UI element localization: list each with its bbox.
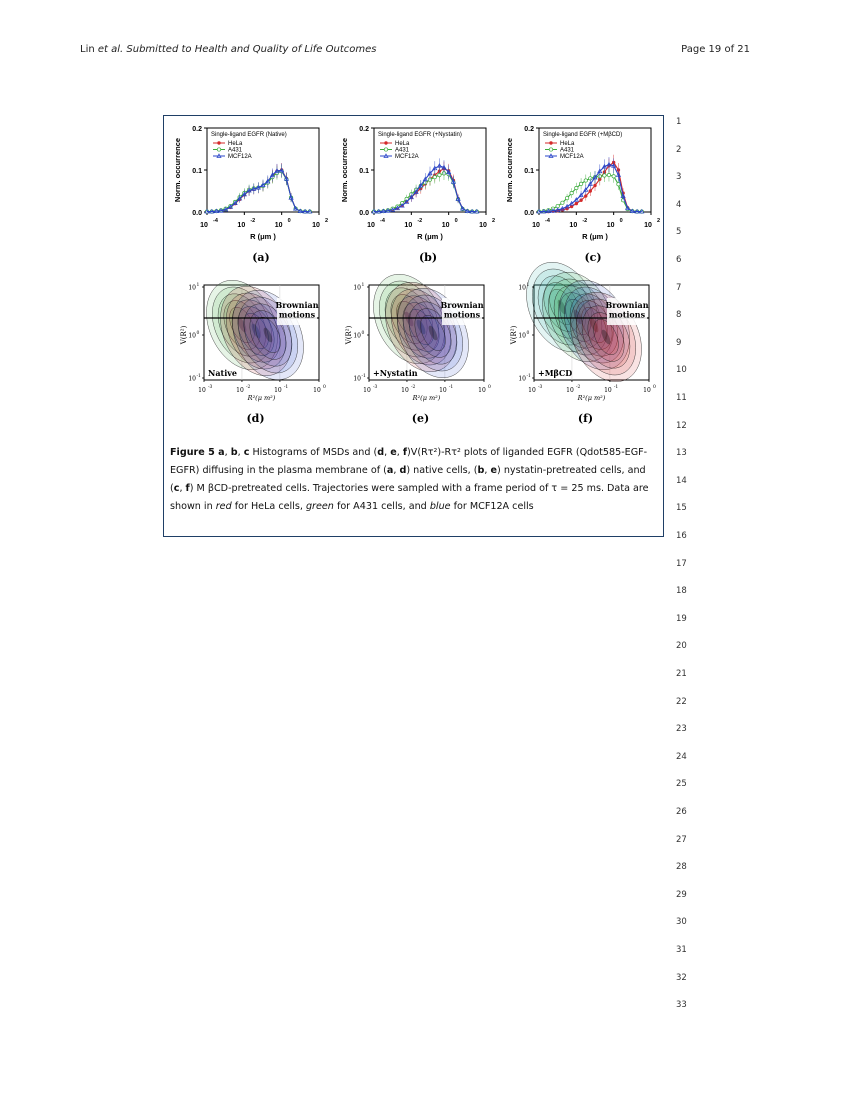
x-tick-label: 10 [532,222,540,229]
line-number: 14 [676,475,687,486]
x-tick-label: 10 [237,222,246,229]
data-point [603,174,606,177]
y-axis-label: Norm. occurrence [340,137,349,203]
x-tick-exponent: 2 [657,218,661,224]
x-tick-exponent: 0 [653,385,656,390]
x-tick-exponent: -2 [417,218,423,224]
legend-marker [549,148,552,151]
legend-marker [384,148,387,151]
contour-panel [345,263,491,425]
y-tick-label: 0.0 [359,210,369,217]
legend-label: MCF12A [228,154,252,160]
line-number: 28 [676,862,687,873]
authors-prefix: Lin [80,44,98,55]
legend-label: A431 [395,147,410,154]
x-tick-exponent: 0 [454,218,458,224]
histogram-title: Single-ligand EGFR (+MβCD) [543,132,623,138]
line-number: 31 [676,945,687,955]
line-number: 23 [676,724,687,735]
histogram-panel [173,126,328,264]
y-tick-exponent: 0 [196,331,200,336]
data-point [579,182,582,185]
condition-label: +Nystatin [373,368,418,378]
y-tick-label: 0.2 [359,126,369,133]
x-tick-label: 10 [643,387,651,394]
x-axis-label: R (μm ) [250,232,276,241]
caption-bold-d: d [399,465,407,476]
x-tick-exponent: -2 [250,218,256,224]
sublabel: (f) [577,412,594,425]
x-tick-exponent: -2 [575,385,581,390]
caption-text: )V(Rτ²)-Rτ² plots of liganded EGFR (Qdot585-EGF-EGFR) diffusing in the plasma membrane of ( [170,447,648,476]
x-tick-label: 10 [312,222,320,229]
line-number: 1 [676,117,682,127]
x-tick-label: 10 [404,222,413,229]
y-tick-label: 10 [518,332,526,340]
y-axis-label: V(R²) [345,325,353,345]
caption-bold-e: e [490,465,498,476]
line-number: 24 [676,751,687,762]
legend-label: HeLa [560,141,575,147]
legend-marker [549,141,552,144]
x-tick-exponent: -2 [410,385,416,390]
caption-red-word: red [215,501,232,512]
caption-text: , [484,465,491,476]
data-point [575,202,578,205]
x-tick-label: 10 [274,387,282,394]
x-tick-exponent: 2 [325,218,329,224]
line-number: 7 [676,282,682,293]
caption-figure-label: Figure 5 [170,447,215,458]
y-tick-exponent: -1 [526,374,531,379]
x-tick-label: 10 [644,222,652,229]
y-tick-label: 10 [353,375,361,383]
caption-text: ) M βCD-pretreated cells. Trajectories were sampled with a frame period of τ = 25 ms. Data are shown in [170,483,649,512]
line-number: 12 [676,420,687,431]
y-tick-exponent: 1 [526,283,530,288]
running-header-authors [80,44,376,55]
line-number: 17 [676,558,687,569]
line-number: 20 [676,641,687,652]
line-number: 30 [676,917,687,928]
caption-text: ) nystatin-pretreated cells, and ( [170,465,646,494]
x-tick-label: 10 [479,222,487,229]
line-number: 16 [676,531,687,541]
line-number: 5 [676,227,682,238]
x-axis-label: R²(μ m²) [412,394,441,402]
caption-bold-e: e [390,447,397,458]
y-tick-label: 0.1 [524,168,534,175]
y-tick-label: 10 [188,332,196,340]
sublabel: (e) [411,412,430,425]
contour-panel [510,251,656,425]
contour-panel [180,269,326,425]
x-tick-exponent: -3 [208,385,213,390]
line-number: 13 [676,448,687,459]
data-point [607,173,610,176]
x-tick-label: 10 [528,387,536,394]
data-point [617,183,620,186]
x-tick-label: 10 [401,387,409,394]
line-number: 2 [676,144,682,155]
caption-text: , [224,447,231,458]
x-tick-exponent: -1 [283,385,289,390]
condition-label: Native [208,368,237,378]
x-tick-label: 10 [569,222,578,229]
y-tick-exponent: 0 [526,331,530,336]
x-tick-label: 10 [478,387,486,394]
line-number: 19 [676,613,687,624]
histogram-panel [505,126,660,264]
y-tick-label: 0.0 [192,210,202,217]
line-number: 27 [676,834,687,845]
y-tick-label: 0.0 [524,210,534,217]
y-tick-exponent: -1 [361,374,366,379]
caption-bold-f: f [402,447,408,458]
legend-label: MCF12A [560,154,584,160]
x-tick-label: 10 [606,222,615,229]
x-tick-label: 10 [200,222,208,229]
caption-bold-f: f [185,483,190,494]
histogram-panel [340,126,495,264]
data-point [593,184,596,187]
legend-label: MCF12A [395,154,419,160]
histogram-title: Single-ligand EGFR (+Nystatin) [378,132,462,138]
x-axis-label: R²(μ m²) [577,394,606,402]
data-point [589,189,592,192]
line-number: 32 [676,972,687,983]
legend-marker [217,148,220,151]
y-axis-label: V(R²) [510,325,518,345]
brownian-label: motions [278,309,316,320]
line-number: 15 [676,503,687,514]
x-tick-label: 10 [313,387,321,394]
x-tick-exponent: -3 [373,385,378,390]
y-tick-exponent: 1 [361,283,365,288]
x-tick-exponent: 0 [488,385,491,390]
legend-label: HeLa [228,141,243,147]
data-point [565,196,568,199]
data-point [561,201,564,204]
caption-bold-c: c [173,483,180,494]
x-tick-exponent: -1 [448,385,454,390]
caption-bold-b: b [477,465,485,476]
page-number: Page 19 of 21 [681,44,750,55]
figure-caption [170,444,650,516]
y-tick-label: 0.2 [192,126,202,133]
line-number: 4 [676,199,682,210]
caption-green-word: green [305,501,334,512]
x-tick-exponent: 0 [287,218,291,224]
caption-text: , [179,483,186,494]
caption-text: for HeLa cells, [231,501,306,512]
y-tick-label: 10 [518,284,526,292]
brownian-label: motions [608,309,646,320]
caption-bold-b: b [230,447,238,458]
data-point [612,175,615,178]
brownian-label: Brownian [440,300,484,310]
brownian-label: Brownian [275,300,319,310]
plot-frame [207,128,319,212]
x-tick-label: 10 [441,222,450,229]
x-axis-label: R (μm ) [582,232,608,241]
y-tick-label: 10 [353,332,361,340]
line-number: 18 [676,586,687,597]
authors-etal: et al. [97,44,124,55]
caption-text: ) native cells, ( [406,465,478,476]
sublabel: (a) [252,251,270,264]
caption-text: for MCF12A cells [450,501,534,512]
sublabel: (d) [246,412,265,425]
y-axis-label: Norm. occurrence [173,137,182,203]
data-point [575,186,578,189]
legend-label: A431 [228,147,243,154]
caption-bold-c: c [243,447,250,458]
data-point [570,191,573,194]
x-tick-label: 10 [363,387,371,394]
legend-label: HeLa [395,141,410,147]
x-tick-label: 10 [198,387,206,394]
line-number: 33 [676,1000,687,1011]
line-number: 10 [676,365,687,376]
x-tick-exponent: -3 [538,385,543,390]
y-tick-label: 10 [188,284,196,292]
line-number: 26 [676,807,687,817]
condition-label: +MβCD [538,368,573,378]
caption-text: , [237,447,244,458]
caption-bold-d: d [377,447,385,458]
x-tick-label: 10 [566,387,574,394]
plot-frame [539,128,651,212]
x-tick-label: 10 [439,387,447,394]
caption-text: , [384,447,391,458]
y-axis-label: Norm. occurrence [505,137,514,203]
x-tick-exponent: -1 [613,385,619,390]
line-number: 11 [676,393,687,403]
legend-marker [217,141,220,144]
data-point [438,173,441,176]
x-tick-exponent: 0 [619,218,623,224]
caption-text: Histograms of MSDs and ( [249,447,378,458]
line-number: 22 [676,696,687,707]
x-tick-exponent: -2 [582,218,588,224]
x-tick-exponent: 0 [323,385,326,390]
caption-blue-word: blue [429,501,451,512]
y-tick-label: 0.2 [524,126,534,133]
caption-text: for A431 cells, and [333,501,430,512]
x-axis-label: R²(μ m²) [247,394,276,402]
line-number: 9 [676,337,682,348]
y-tick-exponent: 0 [361,331,365,336]
y-tick-label: 10 [188,375,196,383]
line-number: 29 [676,889,687,900]
line-number: 8 [676,310,682,321]
x-tick-label: 10 [367,222,375,229]
y-tick-label: 0.1 [359,168,369,175]
sublabel: (c) [584,251,602,264]
y-tick-label: 0.1 [192,168,202,175]
sublabel: (b) [418,251,438,264]
y-tick-exponent: -1 [196,374,201,379]
line-number: 3 [676,172,682,183]
data-point [584,179,587,182]
y-tick-label: 10 [518,375,526,383]
caption-text: , [396,447,403,458]
x-tick-label: 10 [604,387,612,394]
x-tick-exponent: -4 [545,218,550,224]
line-number: 21 [676,669,687,679]
caption-bold-a: a [214,447,225,458]
x-tick-exponent: -4 [380,218,385,224]
line-number: 25 [676,779,687,790]
x-tick-label: 10 [274,222,283,229]
x-tick-exponent: -4 [213,218,218,224]
y-tick-exponent: 1 [196,283,200,288]
histogram-title: Single-ligand EGFR (Native) [211,132,287,138]
y-tick-label: 10 [353,284,361,292]
caption-text: , [393,465,400,476]
brownian-label: motions [443,309,481,320]
data-point [433,175,436,178]
journal-name: Submitted to Health and Quality of Life Outcomes [123,44,377,55]
legend-label: A431 [560,147,575,154]
line-number: 6 [676,255,682,265]
legend-marker [384,141,387,144]
x-axis-label: R (μm ) [417,232,443,241]
x-tick-exponent: 2 [492,218,496,224]
brownian-label: Brownian [605,300,649,310]
x-tick-exponent: -2 [245,385,251,390]
y-axis-label: V(R²) [180,325,188,345]
x-tick-label: 10 [236,387,244,394]
caption-bold-a: a [386,465,394,476]
